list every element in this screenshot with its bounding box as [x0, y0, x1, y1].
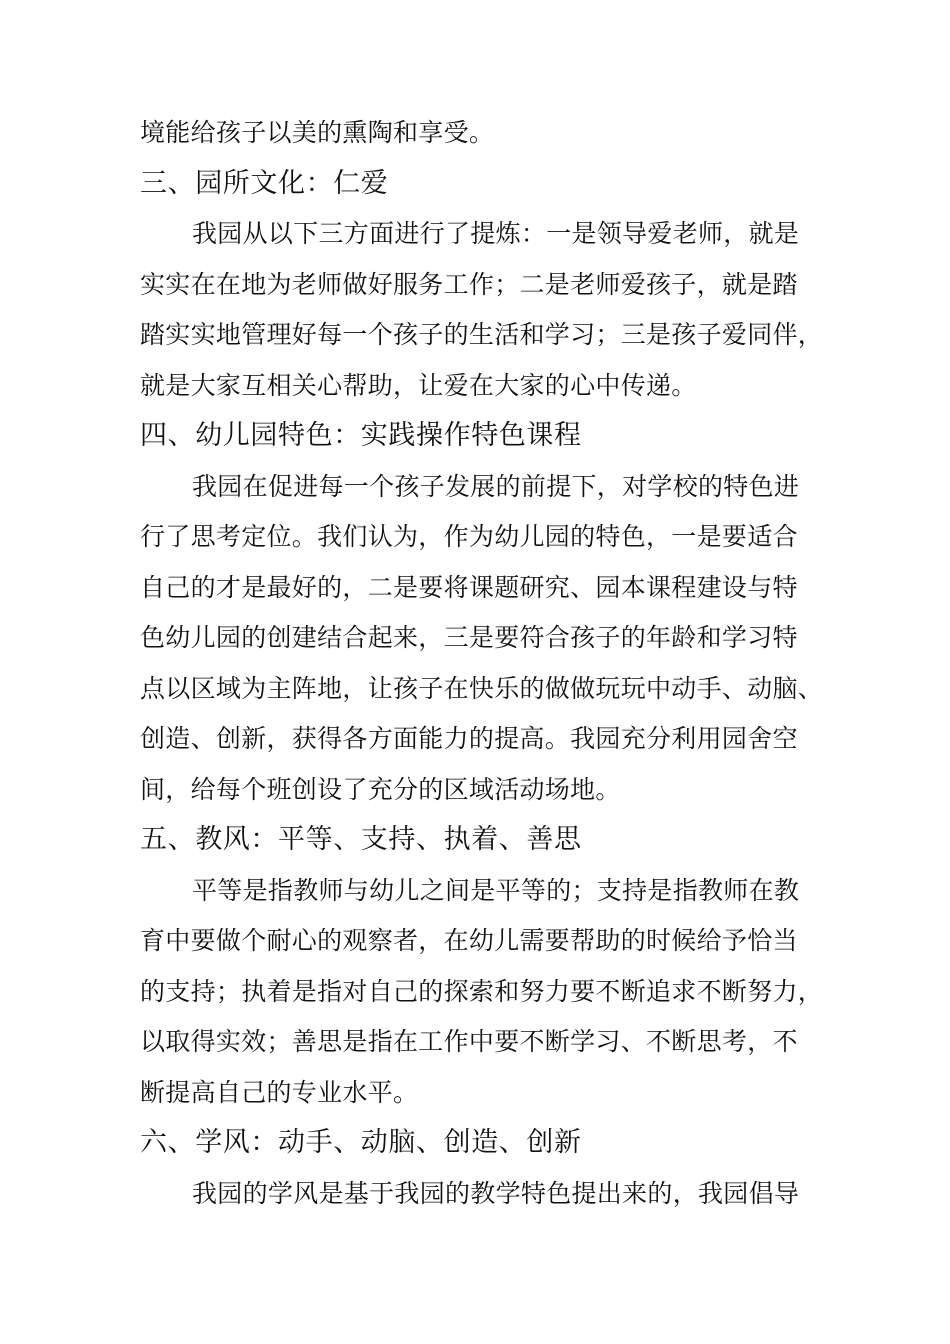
text-line: 行了思考定位。我们认为，作为幼儿园的特色，一是要适合: [140, 522, 798, 551]
text-line: 以取得实效；善思是指在工作中要不断学习、不断思考，不: [140, 1027, 798, 1056]
text-line: 断提高自己的专业水平。: [140, 1077, 419, 1107]
text-line: 自己的才是最好的，二是要将课题研究、园本课程建设与特: [140, 572, 798, 602]
text-line: 境能给孩子以美的熏陶和享受。: [140, 118, 495, 147]
section-heading-features: 四、幼儿园特色：实践操作特色课程: [140, 420, 582, 451]
text-line: 点以区域为主阵地，让孩子在快乐的做做玩玩中动手、动脑、: [140, 673, 824, 703]
section-heading-teaching-style: 五、教风：平等、支持、执着、善思: [140, 824, 582, 855]
text-line: 色幼儿园的创建结合起来，三是要符合孩子的年龄和学习特: [140, 623, 798, 652]
text-line: 育中要做个耐心的观察者，在幼儿需要帮助的时候给予恰当: [140, 926, 798, 955]
text-line: 就是大家互相关心帮助，让爱在大家的心中传递。: [140, 370, 697, 400]
section-heading-learning-style: 六、学风：动手、动脑、创造、创新: [140, 1127, 582, 1158]
paragraph-first-line: 我园在促进每一个孩子发展的前提下，对学校的特色进: [192, 471, 800, 501]
paragraph-first-line: 平等是指教师与幼儿之间是平等的；支持是指教师在教: [192, 875, 800, 905]
text-line: 间，给每个班创设了充分的区域活动场地。: [140, 774, 621, 804]
text-line: 实实在在地为老师做好服务工作；二是老师爱孩子，就是踏: [140, 269, 798, 299]
paragraph-first-line: 我园的学风是基于我园的教学特色提出来的，我园倡导: [192, 1178, 800, 1208]
text-line: 踏实实地管理好每一个孩子的生活和学习；三是孩子爱同伴，: [140, 320, 824, 349]
document-body: [140, 108, 830, 1219]
text-line: 的支持；执着是指对自己的探索和努力要不断追求不断努力，: [140, 976, 824, 1006]
paragraph-first-line: 我园从以下三方面进行了提炼：一是领导爱老师，就是: [192, 219, 800, 248]
section-heading-culture: 三、园所文化：仁爱: [140, 167, 389, 199]
text-line: 创造、创新，获得各方面能力的提高。我园充分利用园舍空: [140, 724, 798, 753]
